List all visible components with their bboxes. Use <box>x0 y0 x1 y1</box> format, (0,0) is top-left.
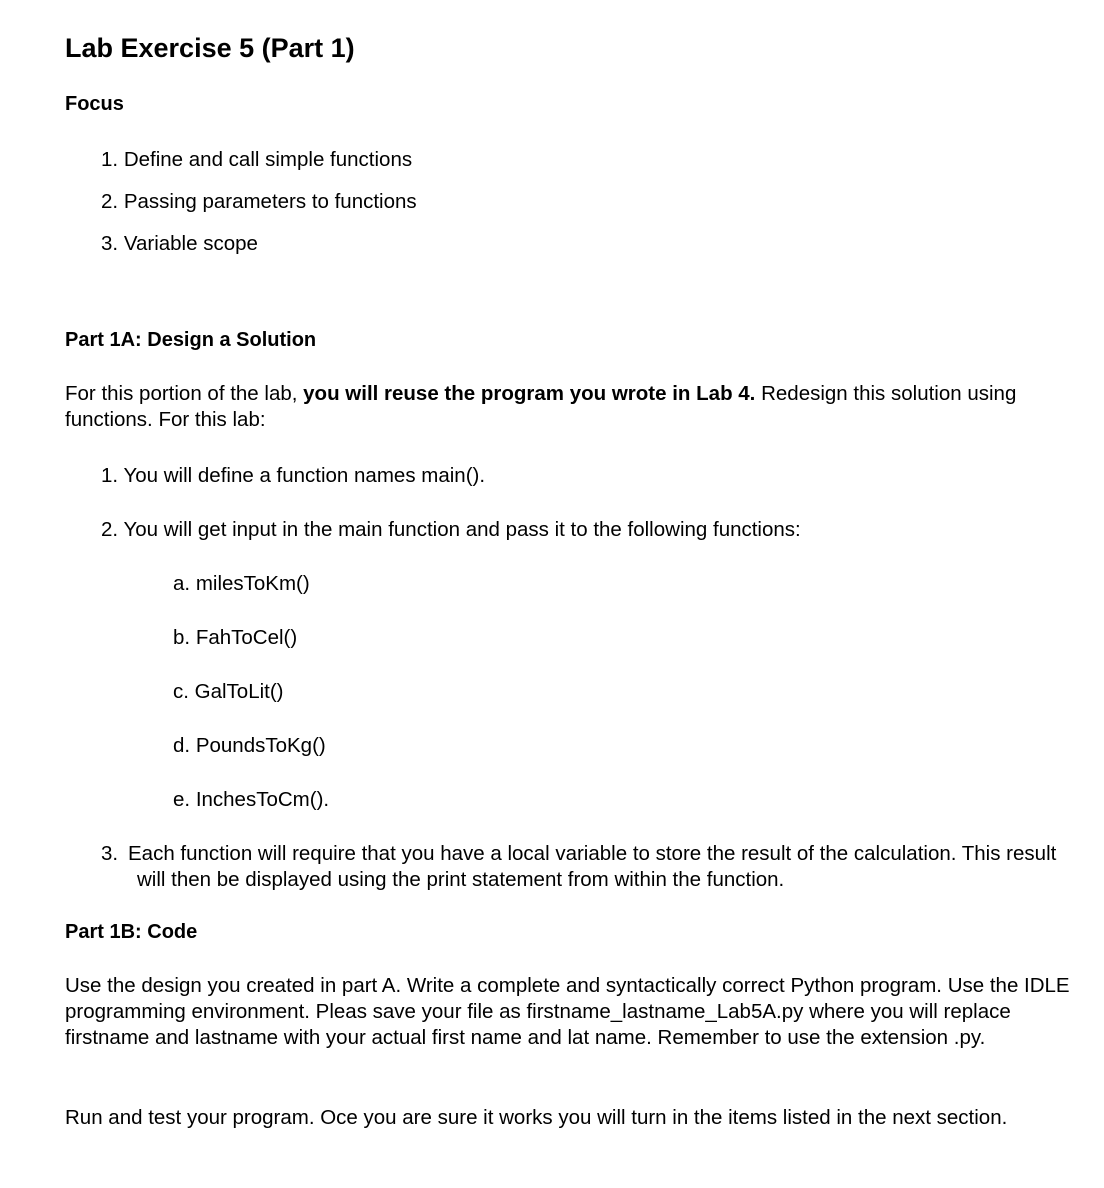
focus-item-3 <box>101 231 258 257</box>
list-item-text: Define and call simple functions <box>123 148 413 171</box>
list-item-text: You will get input in the main function and pass it to the following functions: <box>123 518 801 541</box>
list-marker: 2. <box>101 190 119 213</box>
list-marker: c. <box>173 680 189 703</box>
function-item-e <box>173 787 329 813</box>
list-marker: 1. <box>101 148 119 171</box>
list-item-text: Variable scope <box>123 232 258 255</box>
intro-emphasis: you will reuse the program you wrote in Lab 4. <box>303 382 756 405</box>
focus-item-2 <box>101 189 417 215</box>
part-1b-paragraph-1: Use the design you created in part A. Write a complete and syntactically correct Python program. Use the IDLE programming environment. Pleas save your file as firstname_lastname_Lab5A.py where you will replace firstname and lastname with your actual first name and lat name. Remember to use the extension .py. <box>65 974 1070 1049</box>
part-1a-step-3 <box>101 841 1081 893</box>
part-1a-step-2 <box>101 517 801 543</box>
function-item-b <box>173 625 297 651</box>
focus-item-1 <box>101 147 412 173</box>
list-marker: 2. <box>101 518 119 541</box>
part-1b-heading: Part 1B: Code <box>65 921 198 943</box>
list-marker: 3. <box>101 842 119 865</box>
function-item-a <box>173 571 310 597</box>
function-item-c <box>173 679 284 705</box>
list-marker: 3. <box>101 232 119 255</box>
list-item-text: GalToLit() <box>194 680 284 703</box>
function-item-d <box>173 733 326 759</box>
list-marker: b. <box>173 626 191 649</box>
part-1a-intro <box>65 381 1055 433</box>
list-marker: d. <box>173 734 191 757</box>
intro-text: For this portion of the lab, <box>65 382 304 405</box>
list-item-text: FahToCel() <box>195 626 298 649</box>
list-item-text: milesToKm() <box>195 572 310 595</box>
list-marker: e. <box>173 788 191 811</box>
part-1a-heading: Part 1A: Design a Solution <box>65 329 317 351</box>
intro-text-end: Redesign this solution using functions. For this lab: <box>65 382 1017 431</box>
list-item-text: PoundsToKg() <box>195 734 326 757</box>
part-1b-paragraph-2: Run and test your program. Oce you are sure it works you will turn in the items listed in the next section. <box>65 1106 1008 1129</box>
list-item-text: You will define a function names main(). <box>123 464 486 487</box>
page-title: Lab Exercise 5 (Part 1) <box>65 33 355 63</box>
list-item-text: Each function will require that you have a local variable to store the result of the calculation. This result will then be displayed using the print statement from within the function. <box>128 842 1057 891</box>
list-marker: a. <box>173 572 191 595</box>
list-item-text: InchesToCm(). <box>195 788 330 811</box>
list-item-text: Passing parameters to functions <box>123 190 417 213</box>
focus-heading: Focus <box>65 93 124 115</box>
part-1a-step-1 <box>101 463 485 489</box>
list-marker: 1. <box>101 464 119 487</box>
